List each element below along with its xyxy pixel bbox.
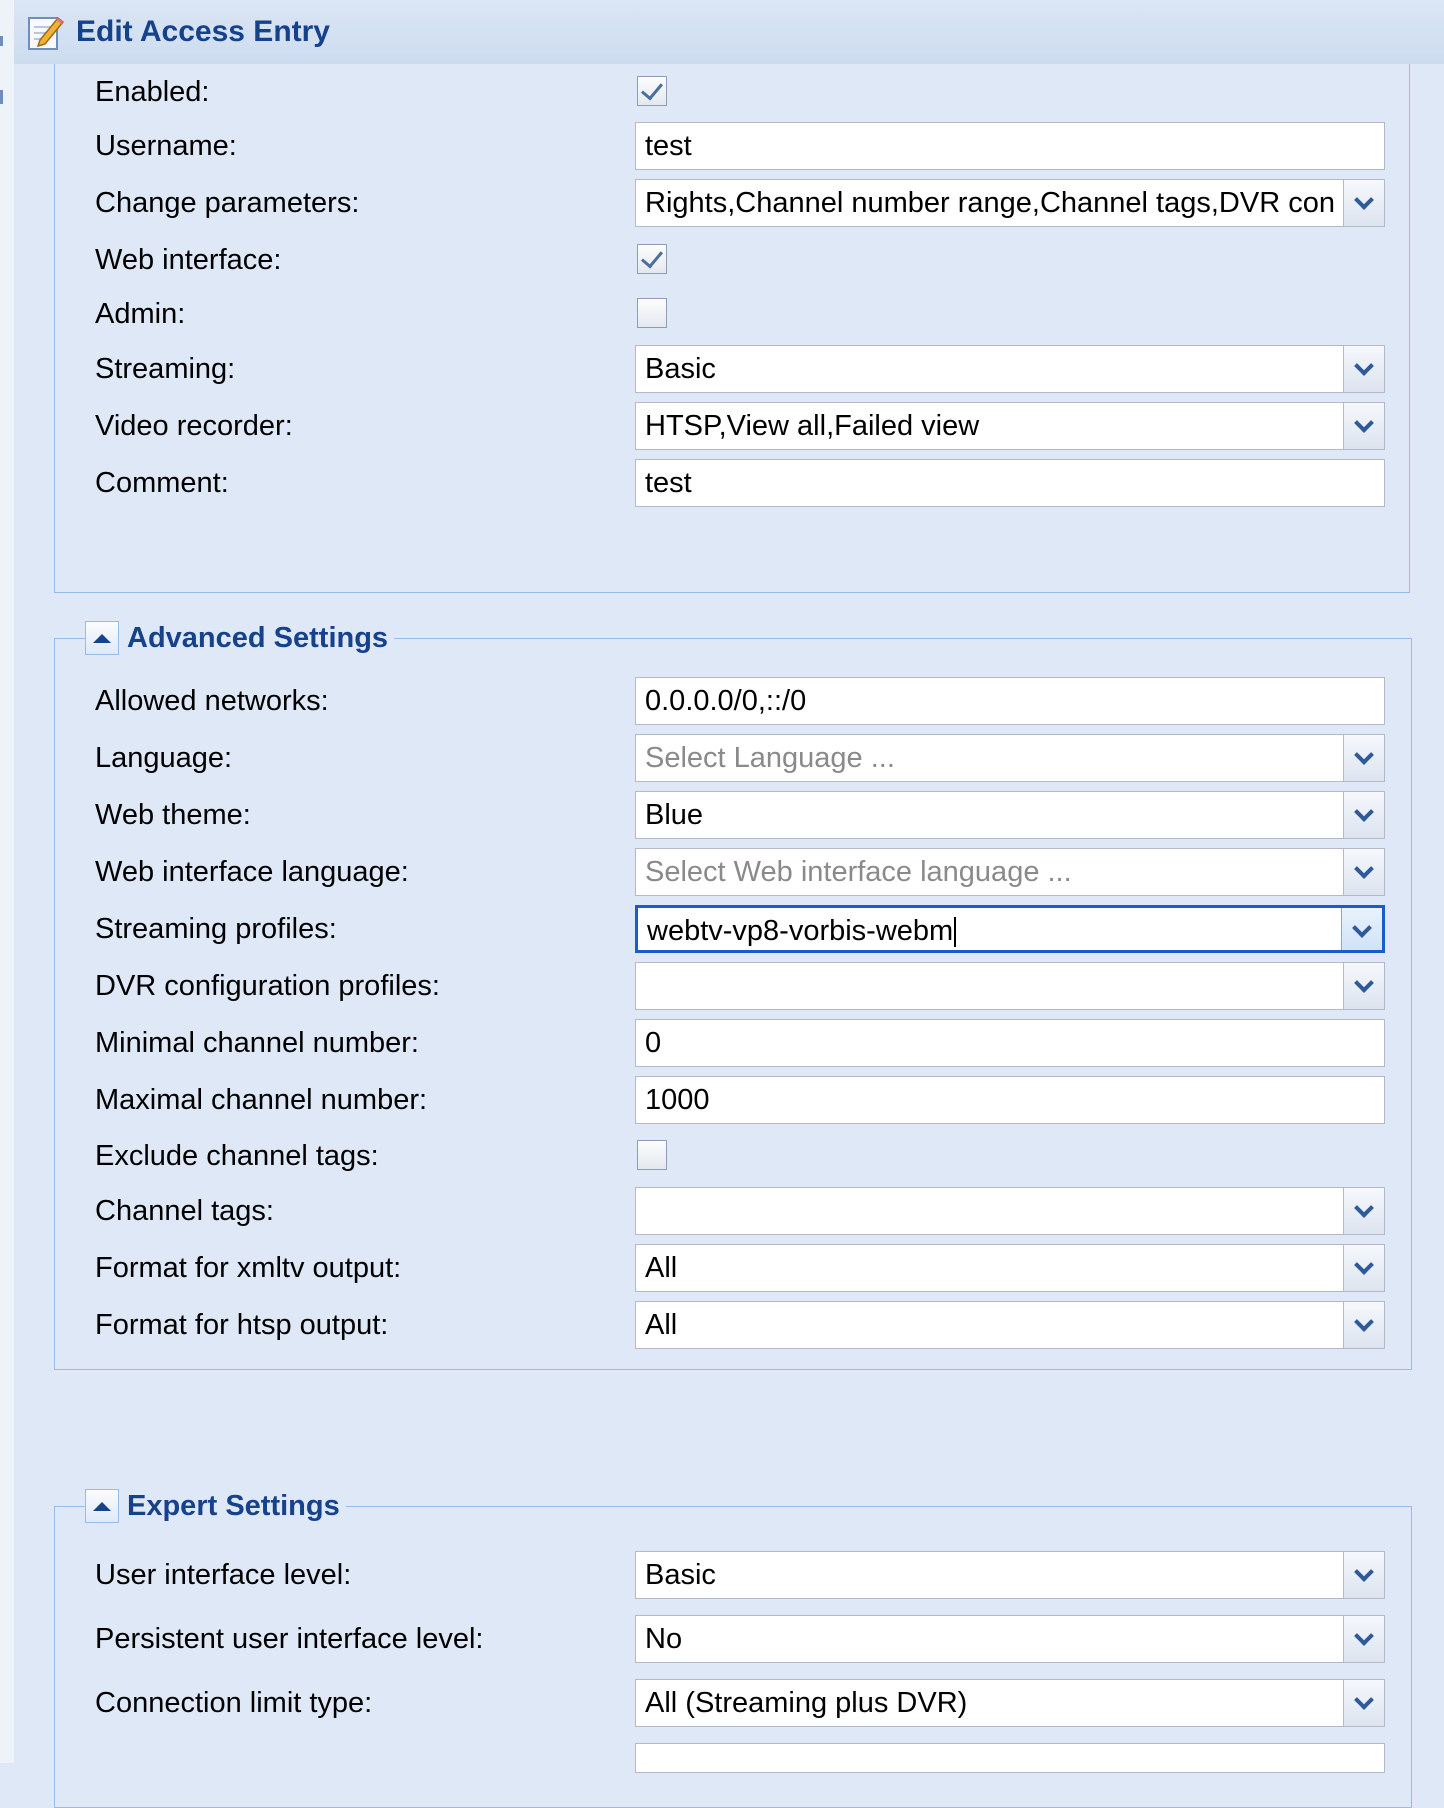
persistent-ui-level-combo[interactable] xyxy=(635,1615,1385,1663)
advanced-settings-title: Advanced Settings xyxy=(127,621,389,654)
chevron-down-icon xyxy=(1354,973,1374,993)
web-interface-language-label: Web interface language: xyxy=(95,856,409,888)
chevron-down-icon xyxy=(1354,1562,1374,1582)
web-interface-language-combo[interactable] xyxy=(635,848,1385,896)
expert-settings-header xyxy=(85,1483,346,1529)
dialog-title: Edit Access Entry xyxy=(76,15,330,48)
language-combo[interactable] xyxy=(635,734,1385,782)
min-channel-label: Minimal channel number: xyxy=(95,1027,419,1059)
channel-tags-label: Channel tags: xyxy=(95,1195,274,1227)
htsp-format-value: All xyxy=(645,1309,678,1341)
streaming-profiles-label: Streaming profiles: xyxy=(95,913,337,945)
dialog-body xyxy=(14,64,1444,1763)
xmltv-format-combo[interactable] xyxy=(635,1244,1385,1292)
persistent-ui-level-value: No xyxy=(645,1623,683,1655)
chevron-down-icon xyxy=(1354,1198,1374,1218)
connection-limit-type-row xyxy=(55,1675,1409,1731)
language-placeholder: Select Language ... xyxy=(645,742,895,774)
connection-limit-type-value: All (Streaming plus DVR) xyxy=(645,1687,968,1719)
web-interface-language-dropdown-trigger[interactable] xyxy=(1343,849,1384,895)
persistent-ui-level-row xyxy=(55,1611,1409,1667)
xmltv-format-dropdown-trigger[interactable] xyxy=(1343,1245,1384,1291)
collapse-arrow-icon xyxy=(93,634,111,643)
connection-limit-type-dropdown-trigger[interactable] xyxy=(1343,1680,1384,1726)
username-row xyxy=(55,118,1409,174)
video-recorder-combo[interactable] xyxy=(635,402,1385,450)
video-recorder-row xyxy=(55,398,1409,454)
partially-visible-field[interactable] xyxy=(635,1743,1385,1773)
streaming-profiles-row xyxy=(55,901,1409,957)
web-theme-label: Web theme: xyxy=(95,799,251,831)
chevron-down-icon xyxy=(1354,356,1374,376)
chevron-down-icon xyxy=(1354,1690,1374,1710)
streaming-value: Basic xyxy=(645,353,716,385)
streaming-profiles-text: webtv-vp8-vorbis-webm xyxy=(647,915,954,947)
video-recorder-label: Video recorder: xyxy=(95,410,293,442)
web-theme-row xyxy=(55,787,1409,843)
max-channel-label: Maximal channel number: xyxy=(95,1084,428,1116)
xmltv-format-value: All xyxy=(645,1252,678,1284)
persistent-ui-level-dropdown-trigger[interactable] xyxy=(1343,1616,1384,1662)
admin-row xyxy=(55,286,1409,342)
streaming-row xyxy=(55,341,1409,397)
change-parameters-dropdown-trigger[interactable] xyxy=(1343,180,1384,226)
channel-tags-combo[interactable] xyxy=(635,1187,1385,1235)
chevron-down-icon xyxy=(1354,745,1374,765)
ui-level-label: User interface level: xyxy=(95,1559,352,1591)
htsp-format-row xyxy=(55,1297,1409,1353)
channel-tags-dropdown-trigger[interactable] xyxy=(1343,1188,1384,1234)
expert-settings-title: Expert Settings xyxy=(127,1489,340,1522)
collapse-arrow-icon xyxy=(93,1502,111,1511)
allowed-networks-label: Allowed networks: xyxy=(95,685,329,717)
max-channel-input[interactable]: 1000 xyxy=(635,1076,1385,1124)
expert-collapse-button[interactable] xyxy=(85,1489,119,1523)
chevron-down-icon xyxy=(1352,918,1372,938)
enabled-row xyxy=(55,64,1409,120)
dialog-titlebar xyxy=(14,0,1444,65)
chevron-down-icon xyxy=(1354,802,1374,822)
streaming-combo[interactable] xyxy=(635,345,1385,393)
web-theme-dropdown-trigger[interactable] xyxy=(1343,792,1384,838)
video-recorder-dropdown-trigger[interactable] xyxy=(1343,403,1384,449)
chevron-down-icon xyxy=(1354,413,1374,433)
change-parameters-value: Rights,Channel number range,Channel tags,DVR con xyxy=(645,187,1335,219)
dvr-configuration-profiles-row xyxy=(55,958,1409,1014)
video-recorder-value: HTSP,View all,Failed view xyxy=(645,410,980,442)
web-interface-row xyxy=(55,232,1409,288)
persistent-ui-level-label: Persistent user interface level: xyxy=(95,1623,484,1655)
enabled-checkbox[interactable] xyxy=(637,76,667,106)
xmltv-format-row xyxy=(55,1240,1409,1296)
connection-limit-type-label: Connection limit type: xyxy=(95,1687,373,1719)
min-channel-row xyxy=(55,1015,1409,1071)
allowed-networks-row xyxy=(55,673,1409,729)
chevron-down-icon xyxy=(1354,859,1374,879)
ui-level-combo[interactable] xyxy=(635,1551,1385,1599)
language-dropdown-trigger[interactable] xyxy=(1343,735,1384,781)
language-label: Language: xyxy=(95,742,233,774)
chevron-down-icon xyxy=(1354,1312,1374,1332)
admin-checkbox[interactable] xyxy=(637,298,667,328)
dvr-configuration-profiles-label: DVR configuration profiles: xyxy=(95,970,440,1002)
streaming-dropdown-trigger[interactable] xyxy=(1343,346,1384,392)
text-cursor xyxy=(954,917,956,947)
language-row xyxy=(55,730,1409,786)
exclude-channel-tags-checkbox[interactable] xyxy=(637,1140,667,1170)
edit-access-entry-dialog xyxy=(14,0,1444,1763)
advanced-settings-fieldset xyxy=(54,621,1412,1370)
dvr-configuration-profiles-combo[interactable] xyxy=(635,962,1385,1010)
left-background-strip xyxy=(0,0,15,1763)
streaming-profiles-value xyxy=(647,908,1338,953)
web-theme-value: Blue xyxy=(645,799,704,831)
max-channel-row xyxy=(55,1072,1409,1128)
allowed-networks-input[interactable]: 0.0.0.0/0,::/0 xyxy=(635,677,1385,725)
comment-row xyxy=(55,455,1409,511)
htsp-format-combo[interactable] xyxy=(635,1301,1385,1349)
edit-icon xyxy=(26,12,64,52)
dvr-configuration-profiles-dropdown-trigger[interactable] xyxy=(1343,963,1384,1009)
advanced-collapse-button[interactable] xyxy=(85,621,119,655)
min-channel-input[interactable]: 0 xyxy=(635,1019,1385,1067)
partial-next-row xyxy=(55,1739,1409,1795)
chevron-down-icon xyxy=(1354,190,1374,210)
ui-level-value: Basic xyxy=(645,1559,716,1591)
web-interface-checkbox[interactable] xyxy=(637,244,667,274)
change-parameters-label: Change parameters: xyxy=(95,187,360,219)
enabled-label: Enabled: xyxy=(95,76,210,108)
ui-level-dropdown-trigger[interactable] xyxy=(1343,1552,1384,1598)
web-interface-language-row xyxy=(55,844,1409,900)
chevron-down-icon xyxy=(1354,1626,1374,1646)
channel-tags-row xyxy=(55,1183,1409,1239)
streaming-profiles-dropdown-trigger[interactable] xyxy=(1341,908,1382,953)
strip-marker xyxy=(0,36,3,46)
admin-label: Admin: xyxy=(95,298,186,330)
connection-limit-type-combo[interactable] xyxy=(635,1679,1385,1727)
htsp-format-dropdown-trigger[interactable] xyxy=(1343,1302,1384,1348)
exclude-channel-tags-label: Exclude channel tags: xyxy=(95,1140,379,1172)
comment-label: Comment: xyxy=(95,467,229,499)
comment-input[interactable]: test xyxy=(635,459,1385,507)
change-parameters-combo[interactable] xyxy=(635,179,1385,227)
basic-settings-panel xyxy=(54,64,1410,593)
strip-marker xyxy=(0,90,3,104)
advanced-settings-header xyxy=(85,615,394,661)
web-interface-language-placeholder: Select Web interface language ... xyxy=(645,856,1072,888)
htsp-format-label: Format for htsp output: xyxy=(95,1309,389,1341)
ui-level-row xyxy=(55,1547,1409,1603)
xmltv-format-label: Format for xmltv output: xyxy=(95,1252,402,1284)
streaming-profiles-combo[interactable] xyxy=(635,905,1385,953)
chevron-down-icon xyxy=(1354,1255,1374,1275)
exclude-channel-tags-row xyxy=(55,1128,1409,1184)
username-input[interactable]: test xyxy=(635,122,1385,170)
username-label: Username: xyxy=(95,130,237,162)
change-parameters-row xyxy=(55,175,1409,231)
streaming-label: Streaming: xyxy=(95,353,236,385)
web-interface-label: Web interface: xyxy=(95,244,282,276)
web-theme-combo[interactable] xyxy=(635,791,1385,839)
